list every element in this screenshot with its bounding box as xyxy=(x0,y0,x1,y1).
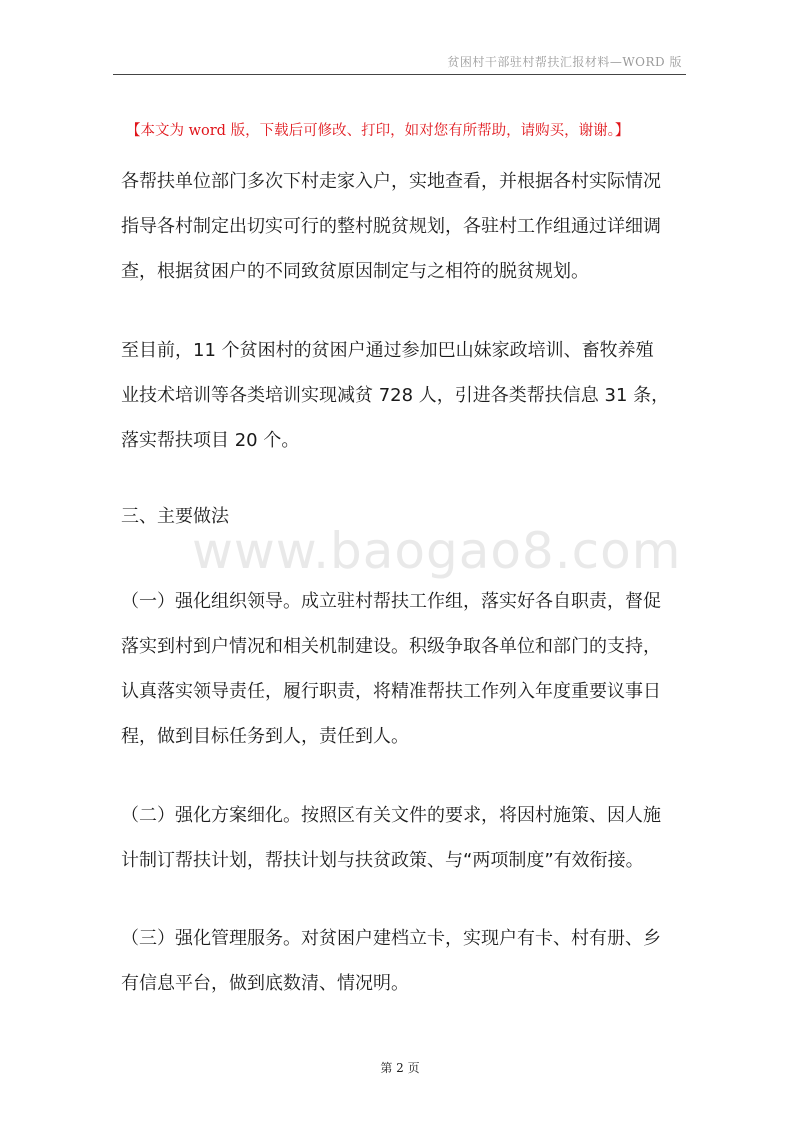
paragraph-line: 程，做到目标任务到人，责任到人。 xyxy=(121,726,409,747)
paragraph-management xyxy=(121,916,686,1006)
watermark: www.baogao8.com xyxy=(192,522,682,580)
paragraph-line: 有信息平台，做到底数清、情况明。 xyxy=(121,973,409,994)
paragraph-results xyxy=(121,328,686,463)
paragraph-line: 落实帮扶项目 20 个。 xyxy=(121,430,300,451)
paragraph-line: 查，根据贫困户的不同致贫原因制定与之相符的脱贫规划。 xyxy=(121,261,589,282)
paragraph-line: 各帮扶单位部门多次下村走家入户，实地查看，并根据各村实际情况 xyxy=(121,171,661,192)
paragraph-planning xyxy=(121,159,686,294)
paragraph-plan-detail xyxy=(121,793,686,883)
section-heading xyxy=(121,494,686,539)
heading-text: 三、主要做法 xyxy=(121,506,229,527)
paragraph-line: 至目前，11 个贫困村的贫困户通过参加巴山妹家政培训、畜牧养殖 xyxy=(121,340,654,361)
paragraph-line: 业技术培训等各类培训实现减贫 728 人，引进各类帮扶信息 31 条， xyxy=(121,385,670,406)
paragraph-line: （二）强化方案细化。按照区有关文件的要求，将因村施策、因人施 xyxy=(121,805,661,826)
paragraph-line: （三）强化管理服务。对贫困户建档立卡，实现户有卡、村有册、乡 xyxy=(121,928,661,949)
header-divider xyxy=(113,74,686,75)
paragraph-line: 认真落实领导责任，履行职责，将精准帮扶工作列入年度重要议事日 xyxy=(121,681,661,702)
paragraph-line: 落实到村到户情况和相关机制建设。积级争取各单位和部门的支持， xyxy=(121,636,661,657)
paragraph-line: 指导各村制定出切实可行的整村脱贫规划，各驻村工作组通过详细调 xyxy=(121,216,661,237)
paragraph-leadership xyxy=(121,579,686,759)
paragraph-line: 计制订帮扶计划，帮扶计划与扶贫政策、与“两项制度”有效衔接。 xyxy=(121,850,644,871)
header-title: 贫困村干部驻村帮扶汇报材料—WORD 版 xyxy=(447,55,682,69)
purchase-notice: 【本文为 word 版，下载后可修改、打印，如对您有所帮助，请购买，谢谢。】 xyxy=(126,123,630,139)
page-number: 第 2 页 xyxy=(380,1061,420,1075)
paragraph-line: （一）强化组织领导。成立驻村帮扶工作组，落实好各自职责，督促 xyxy=(121,591,661,612)
